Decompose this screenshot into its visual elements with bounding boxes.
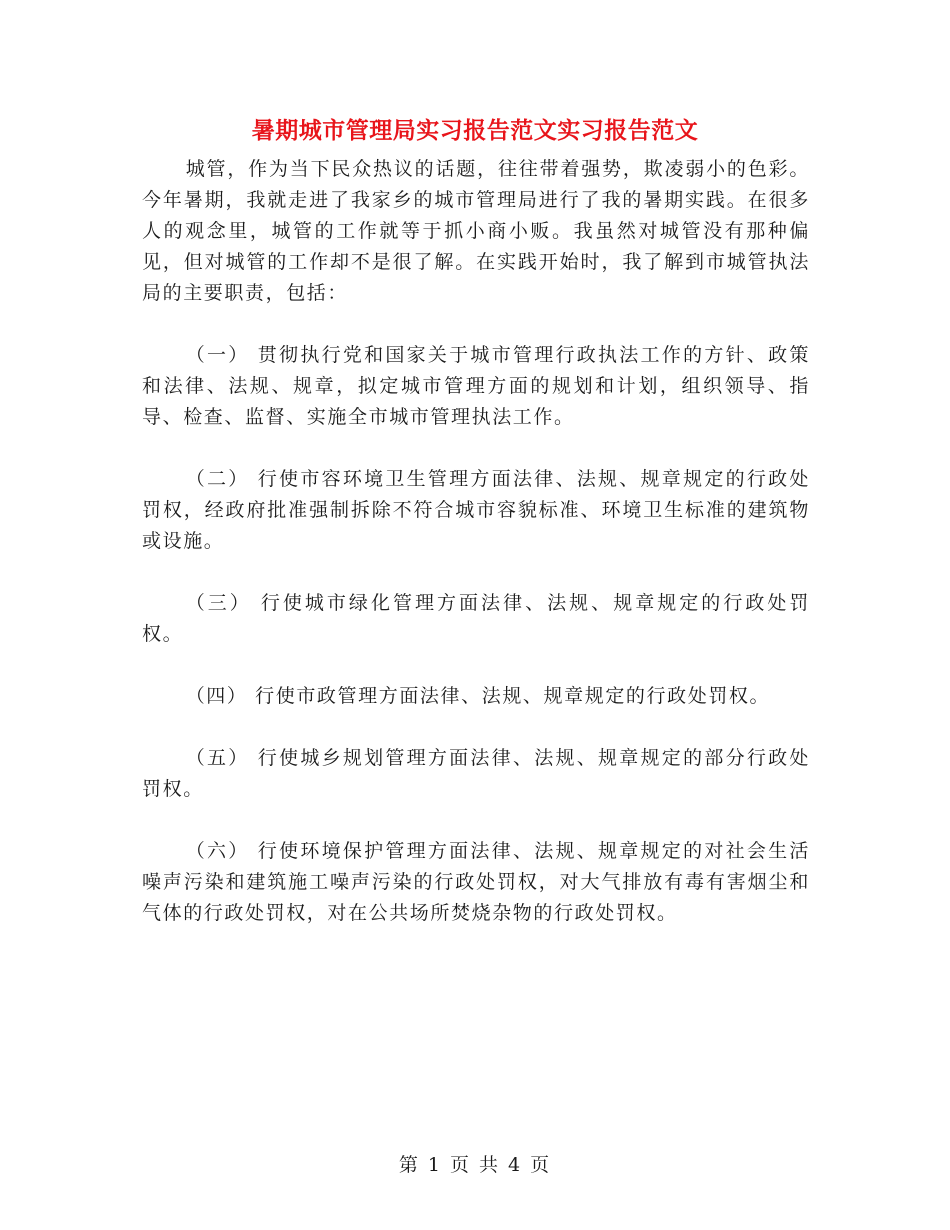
document-title: 暑期城市管理局实习报告范文实习报告范文 [251,117,699,144]
paragraph-duty-2: （二） 行使市容环境卫生管理方面法律、法规、规章规定的行政处罚权，经政府批准强制拆除不符合城市容貌标准、环境卫生标准的建筑物或设施。 [142,468,810,552]
paragraph-duty-4: （四） 行使市政管理方面法律、法规、规章规定的行政处罚权。 [185,685,771,707]
paragraph-duty-6: （六） 行使环境保护管理方面法律、法规、规章规定的对社会生活噪声污染和建筑施工噪声污染的行政处罚权，对大气排放有毒有害烟尘和气体的行政处罚权，对在公共场所焚烧杂物的行政处罚权。 [142,840,810,924]
document-body [142,154,810,929]
page-number-footer: 第 1 页 共 4 页 [398,1154,552,1176]
paragraph-duty-3: （三） 行使城市绿化管理方面法律、法规、规章规定的行政处罚权。 [142,592,810,645]
paragraph-duty-5: （五） 行使城乡规划管理方面法律、法规、规章规定的部分行政处罚权。 [142,747,810,800]
paragraph-duty-1: （一） 贯彻执行党和国家关于城市管理行政执法工作的方针、政策和法律、法规、规章，拟定城市管理方面的规划和计划，组织领导、指导、检查、监督、实施全市城市管理执法工作。 [142,344,810,428]
paragraph-intro: 城管，作为当下民众热议的话题，往往带着强势，欺凌弱小的色彩。今年暑期，我就走进了我家乡的城市管理局进行了我的暑期实践。在很多人的观念里，城管的工作就等于抓小商小贩。我虽然对城管没有那种偏见，但对城管的工作却不是很了解。在实践开始时，我了解到市城管执法局的主要职责，包括： [142,158,810,304]
